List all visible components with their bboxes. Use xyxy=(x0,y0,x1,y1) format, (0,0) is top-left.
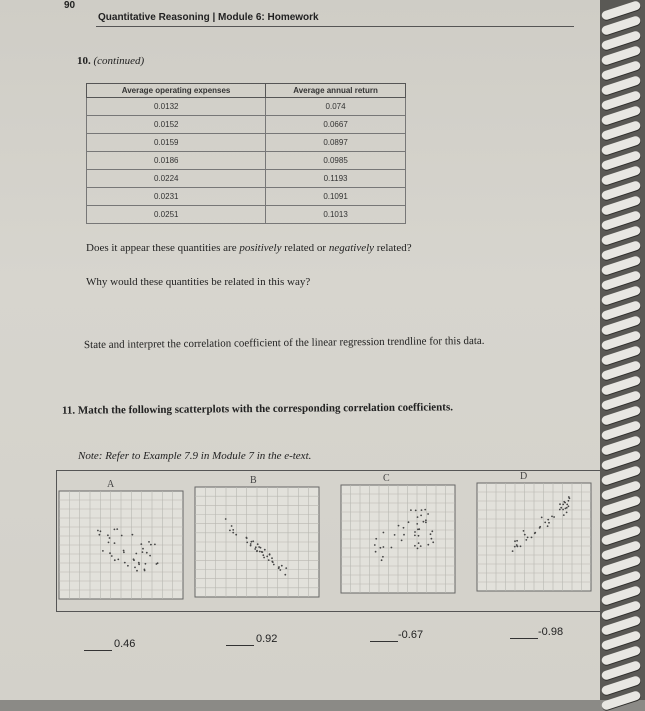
cell-return: 0.074 xyxy=(266,98,406,116)
table-row xyxy=(87,98,406,116)
scatter-point xyxy=(142,551,144,553)
scatter-point xyxy=(255,546,257,548)
scatter-point xyxy=(539,526,541,528)
scatter-point xyxy=(279,569,281,571)
scatter-point xyxy=(414,531,416,533)
scatterplot-c xyxy=(339,483,457,595)
scatter-point xyxy=(548,522,550,524)
scatter-point xyxy=(374,544,376,546)
scatterplot-a xyxy=(57,489,185,601)
scatter-point xyxy=(264,549,266,551)
answer-blank[interactable] xyxy=(510,638,538,639)
table-row xyxy=(87,152,406,170)
scatter-point xyxy=(261,551,263,553)
cell-return: 0.1013 xyxy=(266,206,406,224)
scatter-point xyxy=(417,548,419,550)
cell-return: 0.1091 xyxy=(266,188,406,206)
scatter-point xyxy=(566,512,568,514)
question-10-heading xyxy=(77,55,144,67)
plot-label-c: C xyxy=(383,473,390,484)
scatter-point xyxy=(562,504,564,506)
scatter-point xyxy=(559,509,561,511)
scatter-point xyxy=(403,534,405,536)
scatter-point xyxy=(420,545,422,547)
scatter-point xyxy=(375,538,377,540)
scatter-point xyxy=(551,516,553,518)
scatter-point xyxy=(391,547,393,549)
scatter-point xyxy=(123,551,125,553)
cell-return: 0.1193 xyxy=(266,170,406,188)
table-row xyxy=(87,206,406,224)
cell-expense: 0.0224 xyxy=(87,170,266,188)
scatter-point xyxy=(257,543,259,545)
scatter-point xyxy=(423,521,425,523)
page-number: 90 xyxy=(64,0,76,11)
scatter-point xyxy=(150,544,152,546)
scatter-point xyxy=(124,562,126,564)
scatter-point xyxy=(560,507,562,509)
scatter-point xyxy=(425,522,427,524)
scatter-point xyxy=(516,540,518,542)
scatter-point xyxy=(263,557,265,559)
scatter-point xyxy=(117,559,119,561)
scatter-point xyxy=(285,567,287,569)
scatter-point xyxy=(133,559,135,561)
scatter-point xyxy=(114,529,116,531)
scatter-point xyxy=(514,540,516,542)
scatter-point xyxy=(403,527,405,529)
scatter-point xyxy=(235,534,237,536)
scatterplot-d xyxy=(475,481,593,593)
coefficient-4: -0.98 xyxy=(538,626,564,638)
scatter-point xyxy=(559,503,561,505)
cell-expense: 0.0132 xyxy=(87,98,266,116)
scatter-point xyxy=(123,550,125,552)
scatter-point xyxy=(272,561,274,563)
col-header-return: Average annual return xyxy=(266,84,406,98)
scatter-point xyxy=(418,542,420,544)
scatter-point xyxy=(121,535,123,537)
scatter-point xyxy=(229,530,231,532)
scatter-point xyxy=(271,557,273,559)
question-11-note: Note: Refer to Example 7.9 in Module 7 in the e-text. xyxy=(78,450,312,462)
scatter-point xyxy=(246,537,248,539)
scatter-point xyxy=(232,529,234,531)
scatter-point xyxy=(408,521,410,523)
scatter-point xyxy=(109,537,111,539)
scatter-point xyxy=(259,551,261,553)
scatter-point xyxy=(430,533,432,535)
scatter-point xyxy=(246,542,248,544)
scatter-point xyxy=(145,563,147,565)
scatter-point xyxy=(381,559,383,561)
cell-return: 0.0897 xyxy=(266,134,406,152)
scatter-point xyxy=(262,554,264,556)
scatter-point xyxy=(154,544,156,546)
q1-text-a: Does it appear these quantities are xyxy=(86,242,240,254)
cell-expense: 0.0152 xyxy=(87,116,266,134)
scatter-point xyxy=(111,555,113,557)
answer-blank[interactable] xyxy=(370,641,398,642)
scatter-point xyxy=(410,509,412,511)
scatter-point xyxy=(418,528,420,530)
table-row xyxy=(87,116,406,134)
scatter-point xyxy=(382,556,384,558)
scatter-point xyxy=(109,552,111,554)
scatter-point xyxy=(144,570,146,572)
scatter-point xyxy=(108,542,110,544)
scatter-point xyxy=(414,545,416,547)
scatter-point xyxy=(512,550,514,552)
scatter-point xyxy=(157,562,159,564)
scatter-point xyxy=(102,550,104,552)
scatter-point xyxy=(269,554,271,556)
scatter-point xyxy=(116,528,118,530)
scatter-point xyxy=(421,509,423,511)
scatter-point xyxy=(514,546,516,548)
scatter-point xyxy=(225,518,227,520)
scatter-point xyxy=(107,534,109,536)
scatter-point xyxy=(148,541,150,543)
scatter-point xyxy=(146,552,148,554)
scatter-point xyxy=(252,540,254,542)
scatter-point xyxy=(127,565,129,567)
scatter-point xyxy=(268,559,270,561)
scatter-point xyxy=(420,515,422,517)
scatter-point xyxy=(524,534,526,536)
scatter-point xyxy=(415,510,417,512)
cell-expense: 0.0186 xyxy=(87,152,266,170)
scatter-point xyxy=(541,517,543,519)
cell-expense: 0.0159 xyxy=(87,134,266,152)
scatter-point xyxy=(231,525,233,527)
scatter-point xyxy=(260,547,262,549)
question-10-number: 10. xyxy=(77,55,91,67)
scatter-point xyxy=(414,535,416,537)
scatter-point xyxy=(566,504,568,506)
scatter-point xyxy=(520,545,522,547)
scatter-point xyxy=(232,532,234,534)
scatter-point xyxy=(534,532,536,534)
q1-positively: positively xyxy=(239,242,282,254)
scatter-point xyxy=(562,509,564,511)
question-why: Why would these quantities be related in this way? xyxy=(86,276,311,288)
scatter-point xyxy=(427,544,429,546)
coefficient-1: 0.46 xyxy=(114,638,136,650)
question-11: 11. Match the following scatterplots with the corresponding correlation coefficients. xyxy=(61,401,453,417)
scatter-point xyxy=(553,516,555,518)
scatter-point xyxy=(100,530,102,532)
scatter-point xyxy=(418,535,420,537)
scatter-point xyxy=(431,538,433,540)
scatter-point xyxy=(427,513,429,515)
scatter-point xyxy=(273,564,275,566)
answer-blank[interactable] xyxy=(226,645,254,646)
scatter-point xyxy=(132,534,134,536)
scatter-point xyxy=(254,548,256,550)
scatter-point xyxy=(398,525,400,527)
scatter-point xyxy=(380,547,382,549)
table-row xyxy=(87,188,406,206)
q1-text-b: related or xyxy=(281,242,329,254)
coefficient-2: 0.92 xyxy=(256,633,278,645)
scatter-point xyxy=(99,534,101,536)
scatter-point xyxy=(568,500,570,502)
coefficient-3: -0.67 xyxy=(398,629,424,641)
scatter-point xyxy=(138,562,140,564)
scatter-point xyxy=(135,553,137,555)
scatter-point xyxy=(383,532,385,534)
scatter-point xyxy=(136,570,138,572)
scatterplot-b xyxy=(193,485,321,599)
question-correlation: State and interpret the correlation coefficient of the linear regression trendline for this data. xyxy=(83,334,485,352)
scatter-point xyxy=(284,574,286,576)
cell-return: 0.0667 xyxy=(266,116,406,134)
scatter-point xyxy=(544,522,546,524)
scatter-point xyxy=(425,519,427,521)
scatter-point xyxy=(250,543,252,545)
scatter-point xyxy=(266,556,268,558)
scatter-point xyxy=(383,546,385,548)
question-10-continued: (continued) xyxy=(93,55,145,67)
scatter-point xyxy=(142,548,144,550)
cell-expense: 0.0251 xyxy=(87,206,266,224)
data-table xyxy=(86,83,406,224)
scatter-point xyxy=(527,537,529,539)
scatter-point xyxy=(278,567,280,569)
q1-text-c: related? xyxy=(374,242,412,254)
cell-return: 0.0985 xyxy=(266,152,406,170)
scatter-point xyxy=(568,505,570,507)
scatter-point xyxy=(394,534,396,536)
page-header: Quantitative Reasoning | Module 6: Homework xyxy=(98,12,319,23)
scatter-point xyxy=(523,530,525,532)
scatter-point xyxy=(138,563,140,565)
scatter-point xyxy=(375,551,377,553)
q1-negatively: negatively xyxy=(328,242,375,254)
question-relationship xyxy=(86,242,412,254)
header-rule xyxy=(96,26,574,27)
answer-blank[interactable] xyxy=(84,650,112,651)
scatter-point xyxy=(568,496,570,498)
plot-label-b: B xyxy=(250,475,257,486)
scatter-point xyxy=(547,519,549,521)
scatter-point xyxy=(114,559,116,561)
scatterplot-panel xyxy=(56,470,608,612)
scatter-point xyxy=(424,509,426,511)
scatter-point xyxy=(516,544,518,546)
scatter-point xyxy=(251,541,253,543)
scatter-point xyxy=(547,525,549,527)
table-row xyxy=(87,170,406,188)
scatter-point xyxy=(134,567,136,569)
scatter-point xyxy=(564,502,566,504)
scatter-point xyxy=(432,541,434,543)
scatter-point xyxy=(431,530,433,532)
scatter-point xyxy=(417,516,419,518)
table-row xyxy=(87,134,406,152)
scatter-point xyxy=(566,507,568,509)
plot-label-a: A xyxy=(107,479,115,490)
scatter-point xyxy=(97,530,99,532)
scatter-point xyxy=(114,542,116,544)
scatter-point xyxy=(416,523,418,525)
scatter-point xyxy=(281,565,283,567)
scatter-point xyxy=(250,545,252,547)
scatter-point xyxy=(256,550,258,552)
plot-label-d: D xyxy=(520,471,528,482)
scatter-point xyxy=(563,514,565,516)
cell-expense: 0.0231 xyxy=(87,188,266,206)
col-header-expenses: Average operating expenses xyxy=(87,84,266,98)
spiral-binding xyxy=(600,0,645,700)
scatter-point xyxy=(531,537,533,539)
scatter-point xyxy=(140,543,142,545)
scatter-point xyxy=(525,539,527,541)
scatter-point xyxy=(149,555,151,557)
scatter-point xyxy=(401,540,403,542)
